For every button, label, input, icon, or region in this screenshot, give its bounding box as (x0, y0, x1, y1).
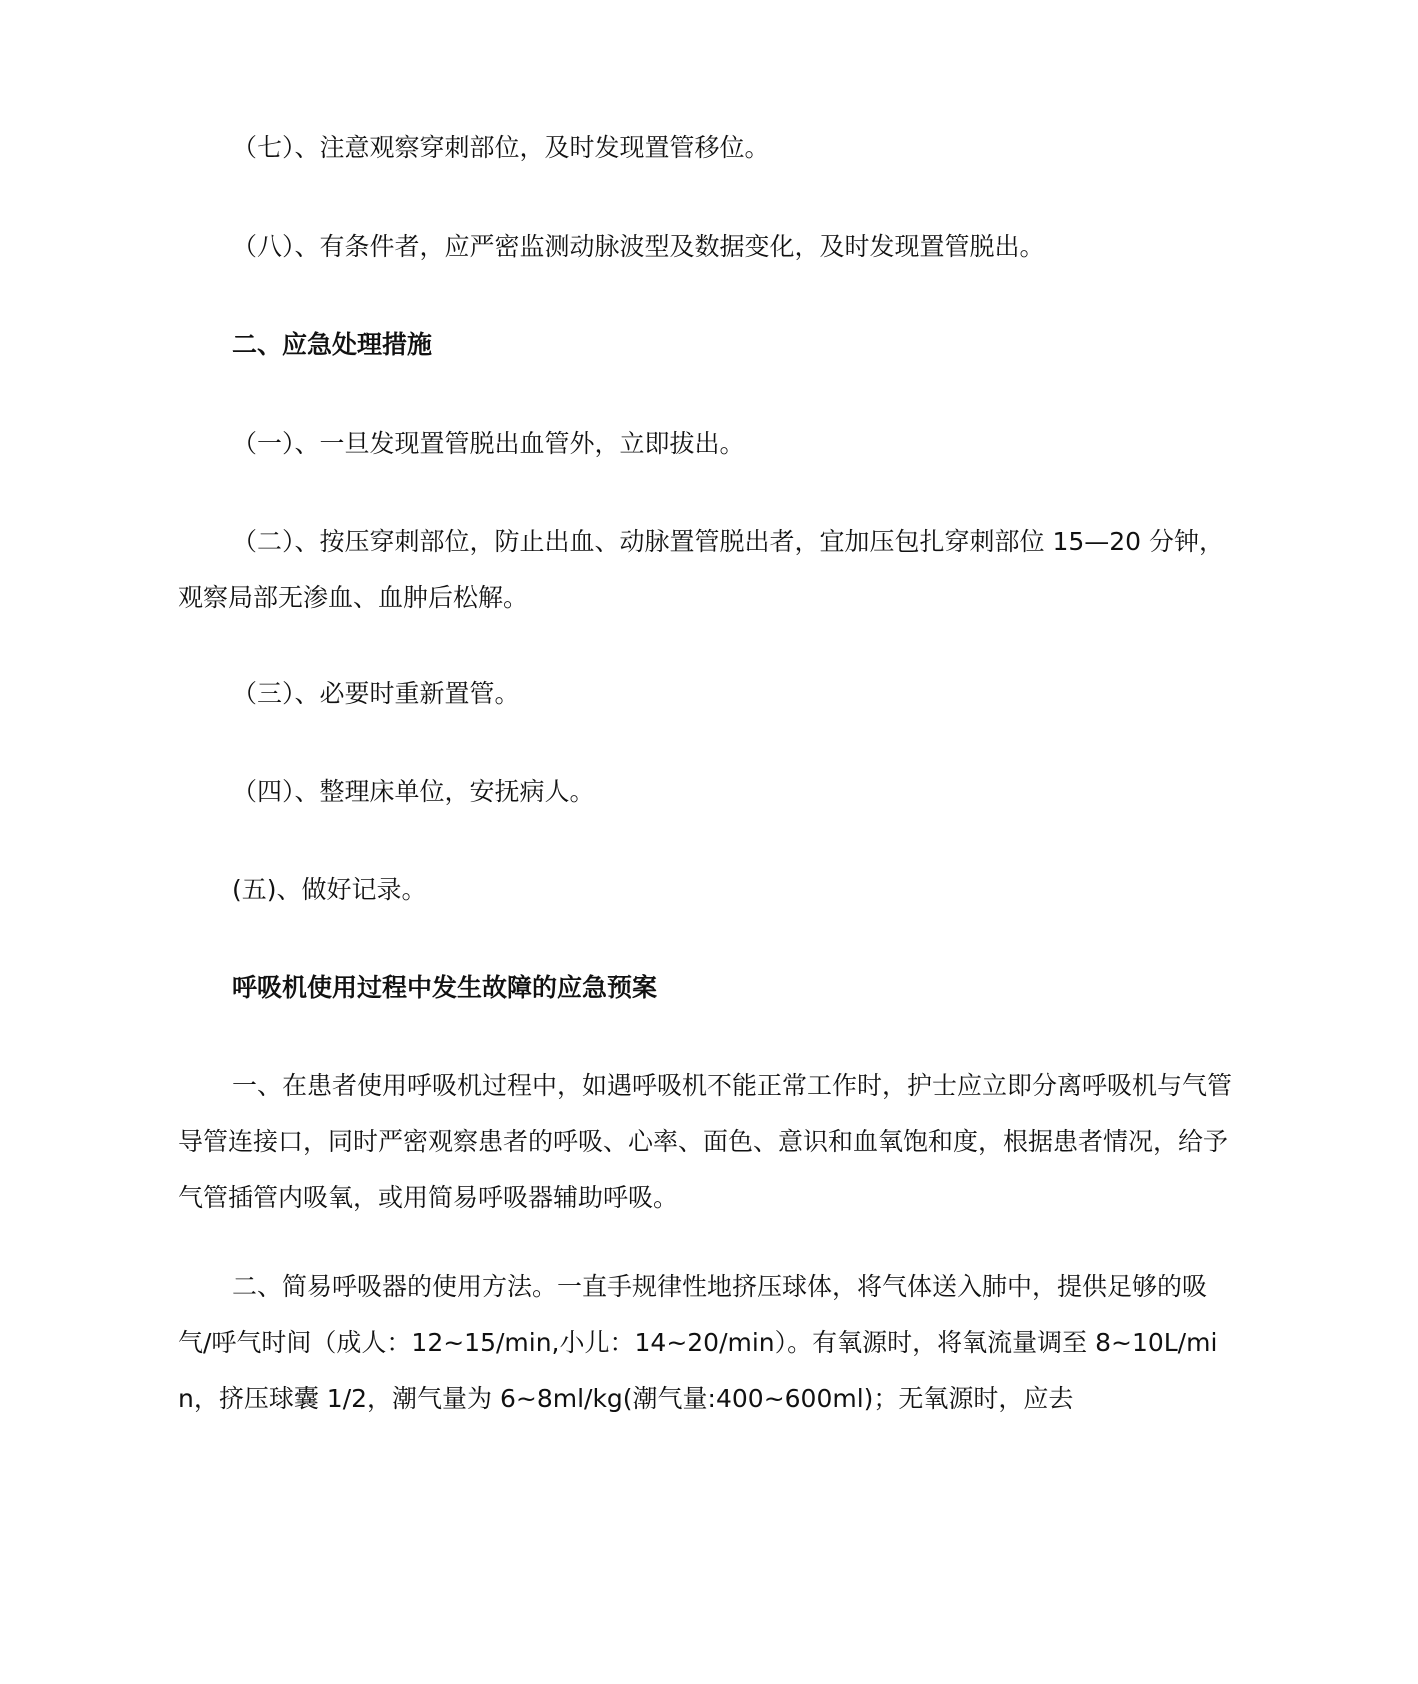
paragraph-measure-4-tidy-bed: （四）、整理床单位，安抚病人。 (232, 777, 595, 806)
paragraph-measure-2-compress: （二）、按压穿刺部位，防止出血、动脉置管脱出者，宜加压包扎穿刺部位 15—20 分钟，观察局部无渗血、血肿后松解。 (178, 527, 1225, 612)
paragraph-measure-3-recatheterize: （三）、必要时重新置管。 (232, 679, 520, 708)
paragraph-ventilator-step-1: 一、在患者使用呼吸机过程中，如遇呼吸机不能正常工作时，护士应立即分离呼吸机与气管导管连接口，同时严密观察患者的呼吸、心率、面色、意识和血氧饱和度，根据患者情况，给予气管插管内吸氧，或用简易呼吸器辅助呼吸。 (178, 1071, 1233, 1212)
paragraph-measure-5-record: (五)、做好记录。 (232, 875, 427, 904)
paragraph-item-7-observe-puncture: （七）、注意观察穿刺部位，及时发现置管移位。 (232, 133, 770, 162)
section-heading-emergency-measures: 二、应急处理措施 (232, 330, 433, 359)
paragraph-measure-1-remove: （一）、一旦发现置管脱出血管外，立即拔出。 (232, 429, 745, 458)
section-heading-ventilator-failure-plan: 呼吸机使用过程中发生故障的应急预案 (232, 973, 658, 1002)
paragraph-item-8-monitor-waveform: （八）、有条件者，应严密监测动脉波型及数据变化，及时发现置管脱出。 (232, 232, 1045, 261)
paragraph-ventilator-step-2-bag-usage: 二、简易呼吸器的使用方法。一直手规律性地挤压球体，将气体送入肺中，提供足够的吸气/呼气时间（成人：12~15/min,小儿：14~20/min）。有氧源时，将氧流量调至 8~10L/min，挤压球囊 1/2，潮气量为 6~8ml/kg(潮气量:400~600ml)；无氧源时，应去 (178, 1272, 1218, 1413)
